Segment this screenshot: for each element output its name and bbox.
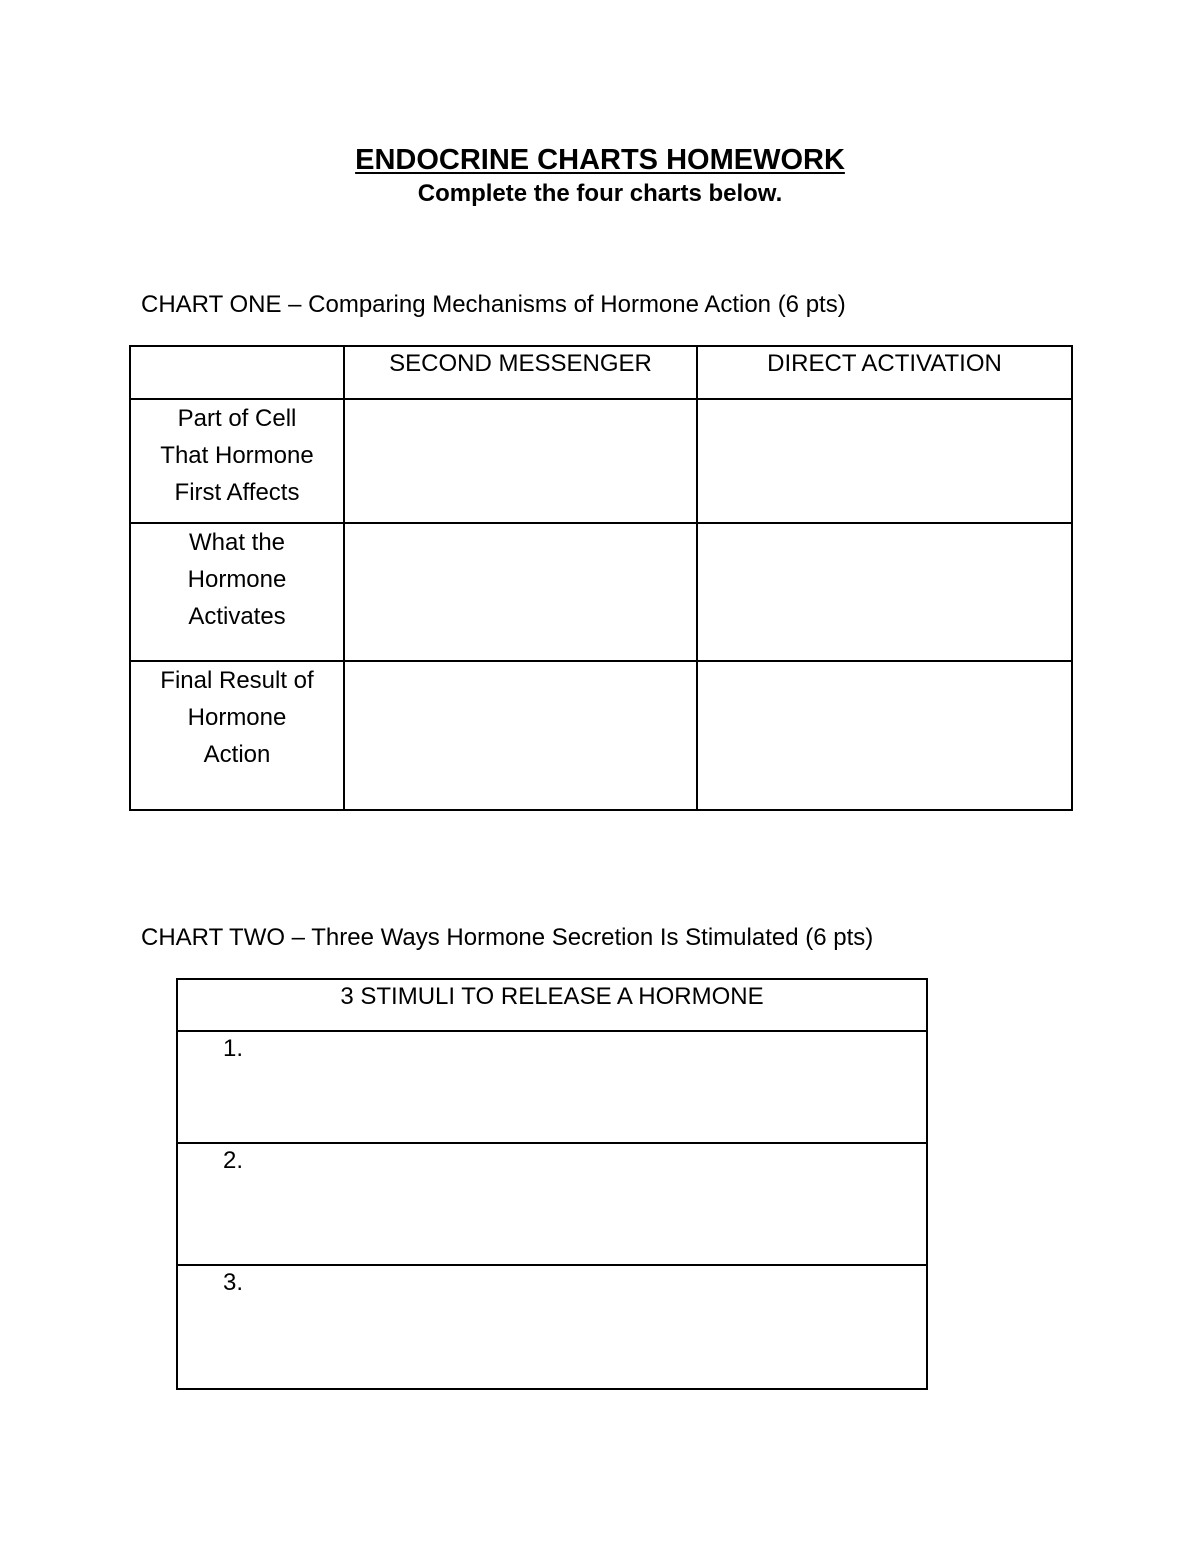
row-label-line: First Affects [174, 479, 300, 506]
row-label-line: What the [188, 529, 286, 556]
answer-cell-second-messenger[interactable] [344, 661, 697, 810]
row-label-part-of-cell [130, 399, 344, 523]
row-label-line: Final Result of [160, 667, 314, 694]
table-row [130, 523, 1072, 661]
stimulus-answer-cell-1[interactable]: 1. [177, 1031, 927, 1143]
row-label-line: Part of Cell [177, 405, 297, 432]
stimulus-answer-cell-2[interactable]: 2. [177, 1143, 927, 1265]
row-label-final-result [130, 661, 344, 810]
row-label-line: Hormone [187, 566, 287, 593]
chart-one-table [129, 345, 1073, 811]
answer-cell-direct-activation[interactable] [697, 523, 1072, 661]
table-row [177, 1031, 927, 1143]
answer-cell-direct-activation[interactable] [697, 661, 1072, 810]
table-row [177, 1265, 927, 1389]
answer-cell-second-messenger[interactable] [344, 399, 697, 523]
row-label-what-hormone-activates [130, 523, 344, 661]
column-header-second-messenger: SECOND MESSENGER [344, 346, 697, 399]
chart-one-header-row [130, 346, 1072, 399]
answer-cell-second-messenger[interactable] [344, 523, 697, 661]
chart-one-corner-cell [130, 346, 344, 399]
row-label-line: Action [203, 741, 271, 768]
table-row [130, 661, 1072, 810]
page-subtitle: Complete the four charts below. [417, 180, 783, 207]
table-row [130, 399, 1072, 523]
row-label-line: That Hormone [160, 442, 314, 469]
chart-two-header-cell: 3 STIMULI TO RELEASE A HORMONE [177, 979, 927, 1031]
chart-two-header-row [177, 979, 927, 1031]
chart-one-heading: CHART ONE – Comparing Mechanisms of Hormone Action (6 pts) [141, 291, 846, 318]
column-header-direct-activation: DIRECT ACTIVATION [697, 346, 1072, 399]
row-label-line: Hormone [187, 704, 287, 731]
row-label-line: Activates [188, 603, 286, 630]
table-row [177, 1143, 927, 1265]
stimulus-answer-cell-3[interactable]: 3. [177, 1265, 927, 1389]
chart-two-heading: CHART TWO – Three Ways Hormone Secretion Is Stimulated (6 pts) [141, 924, 874, 951]
chart-two-table [176, 978, 928, 1390]
page-title: ENDOCRINE CHARTS HOMEWORK [355, 144, 845, 176]
answer-cell-direct-activation[interactable] [697, 399, 1072, 523]
